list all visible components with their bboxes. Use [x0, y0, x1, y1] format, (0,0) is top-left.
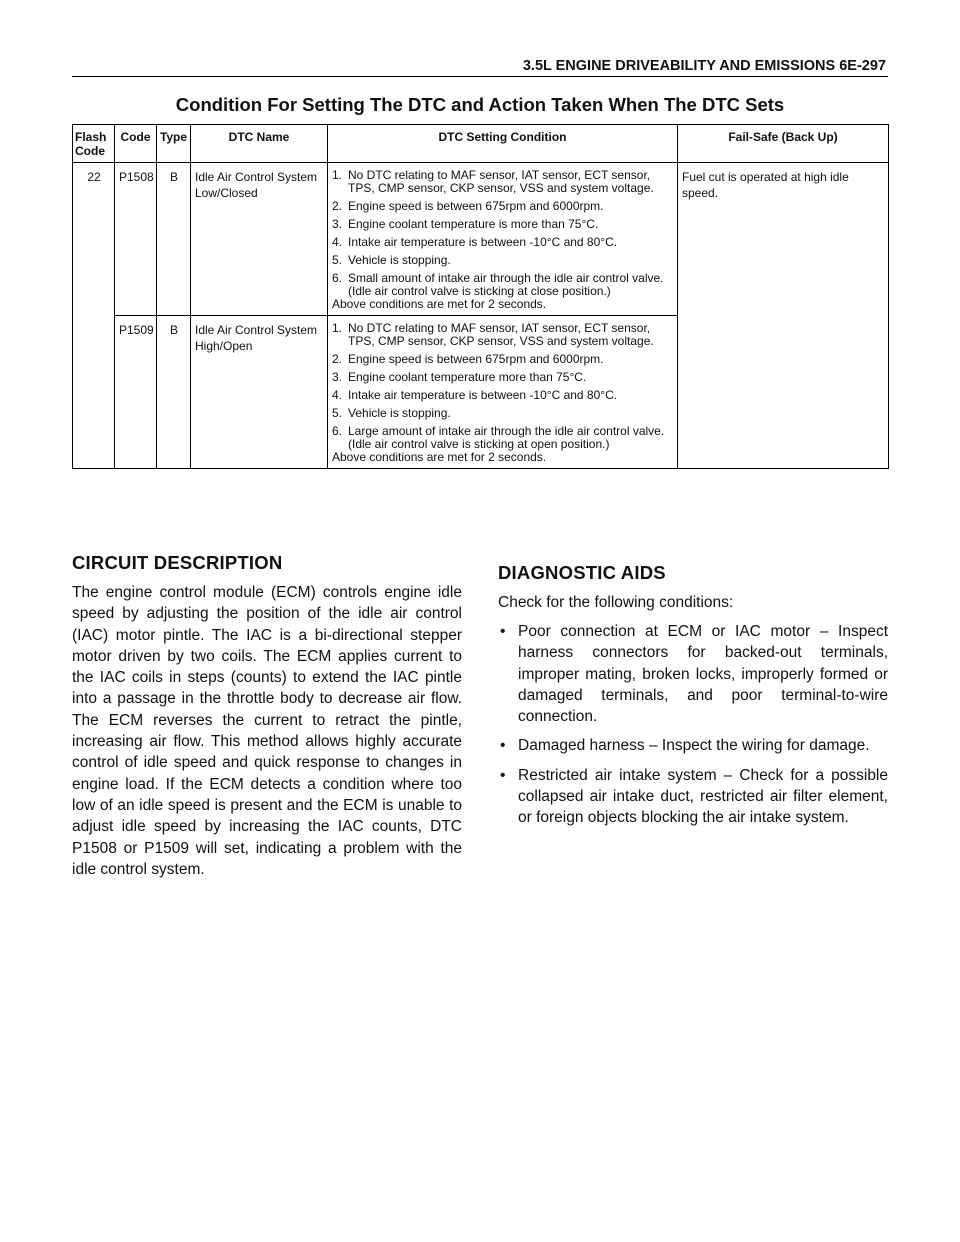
header-divider [72, 76, 888, 77]
condition-item: 3. Engine coolant temperature more than 75°C. [332, 370, 587, 384]
condition-item: 3. Engine coolant temperature is more than 75°C. [332, 217, 599, 231]
header-setting-condition: DTC Setting Condition [328, 125, 678, 163]
dtc-table [72, 124, 889, 469]
circuit-description-body: The engine control module (ECM) controls engine idle speed by adjusting the position of the idle air control (IAC) motor pintle. The IAC is a bi-directional stepper motor driven by two coils. The ECM applies current to the IAC coils in steps (counts) to extend the IAC pintle into a passage in the throttle body to decrease air flow. The ECM reverses the current to retract the pintle, increasing air flow. This method allows highly accurate control of idle speed and quick response to changes in engine load. If the ECM detects a condition where too low of an idle speed is present and the ECM is unable to adjust idle speed by increasing the IAC counts, DTC P1508 or P1509 will set, indicating a problem with the idle control system. [72, 584, 462, 878]
bullet-icon: • [500, 766, 506, 784]
condition-item: 6. Large amount of intake air through the idle air control valve. (Idle air control valve is sticking at open position.) Above conditions are met for 2 seconds. [332, 424, 665, 464]
list-item: • Restricted air intake system – Check for a possible collapsed air intake duct, restricted air filter element, or foreign objects blocking the air intake system. [500, 766, 888, 827]
condition-item: 6. Small amount of intake air through the idle air control valve. (Idle air control valve is sticking at close position.) Above conditions are met for 2 seconds. [332, 271, 664, 311]
circuit-description-section [72, 552, 462, 880]
circuit-description-heading: CIRCUIT DESCRIPTION [72, 552, 283, 573]
setting-condition-cell [328, 163, 678, 316]
page-header [72, 58, 888, 77]
type-cell: B [157, 163, 191, 316]
section-title: Condition For Setting The DTC and Action Taken When The DTC Sets [175, 94, 785, 115]
fail-safe-cell: Fuel cut is operated at high idle speed. [678, 163, 889, 469]
header-dtc-name: DTC Name [191, 125, 328, 163]
header-flash-code: Flash Code [73, 125, 115, 163]
diagnostic-aids-section [498, 562, 888, 837]
condition-item: 4. Intake air temperature is between -10°C and 80°C. [332, 388, 618, 402]
page-header-title: 3.5L ENGINE DRIVEABILITY AND EMISSIONS 6E-297 [522, 58, 886, 74]
header-type: Type [157, 125, 191, 163]
dtc-name-cell: Idle Air Control System High/Open [191, 316, 328, 469]
code-cell: P1508 [115, 163, 157, 316]
condition-item: 1. No DTC relating to MAF sensor, IAT sensor, ECT sensor, TPS, CMP sensor, CKP sensor, VSS and system voltage. [332, 321, 654, 348]
condition-list [332, 169, 674, 311]
diagnostic-aids-heading: DIAGNOSTIC AIDS [498, 562, 666, 583]
diagnostic-aids-intro: Check for the following conditions: [498, 594, 734, 611]
dtc-name-cell: Idle Air Control System Low/Closed [191, 163, 328, 316]
header-code: Code [115, 125, 157, 163]
bullet-icon: • [500, 737, 506, 755]
condition-item: 4. Intake air temperature is between -10°C and 80°C. [332, 235, 618, 249]
bullet-icon: • [500, 623, 506, 640]
list-item: • Damaged harness – Inspect the wiring for damage. [498, 735, 888, 756]
condition-item: 5. Vehicle is stopping. [332, 406, 451, 420]
condition-item: 5. Vehicle is stopping. [332, 253, 451, 267]
table-row [73, 163, 889, 316]
code-cell: P1509 [115, 316, 157, 469]
table-header-row [73, 125, 889, 163]
type-cell: B [157, 316, 191, 469]
condition-item: 2. Engine speed is between 675rpm and 6000rpm. [332, 199, 604, 213]
diagnostic-aids-list [498, 621, 888, 829]
setting-condition-cell [328, 316, 678, 469]
condition-list [332, 322, 674, 464]
list-item: • Poor connection at ECM or IAC motor – Inspect harness connectors for backed-out terminals, improper mating, broken locks, improperly formed or damaged terminals, and poor terminal-to-wire connection. [500, 623, 888, 726]
condition-item: 2. Engine speed is between 675rpm and 6000rpm. [332, 352, 604, 366]
header-fail-safe: Fail-Safe (Back Up) [678, 125, 889, 163]
condition-item: 1. No DTC relating to MAF sensor, IAT sensor, ECT sensor, TPS, CMP sensor, CKP sensor, VSS and system voltage. [332, 168, 654, 195]
flash-code-cell: 22 [73, 163, 115, 469]
